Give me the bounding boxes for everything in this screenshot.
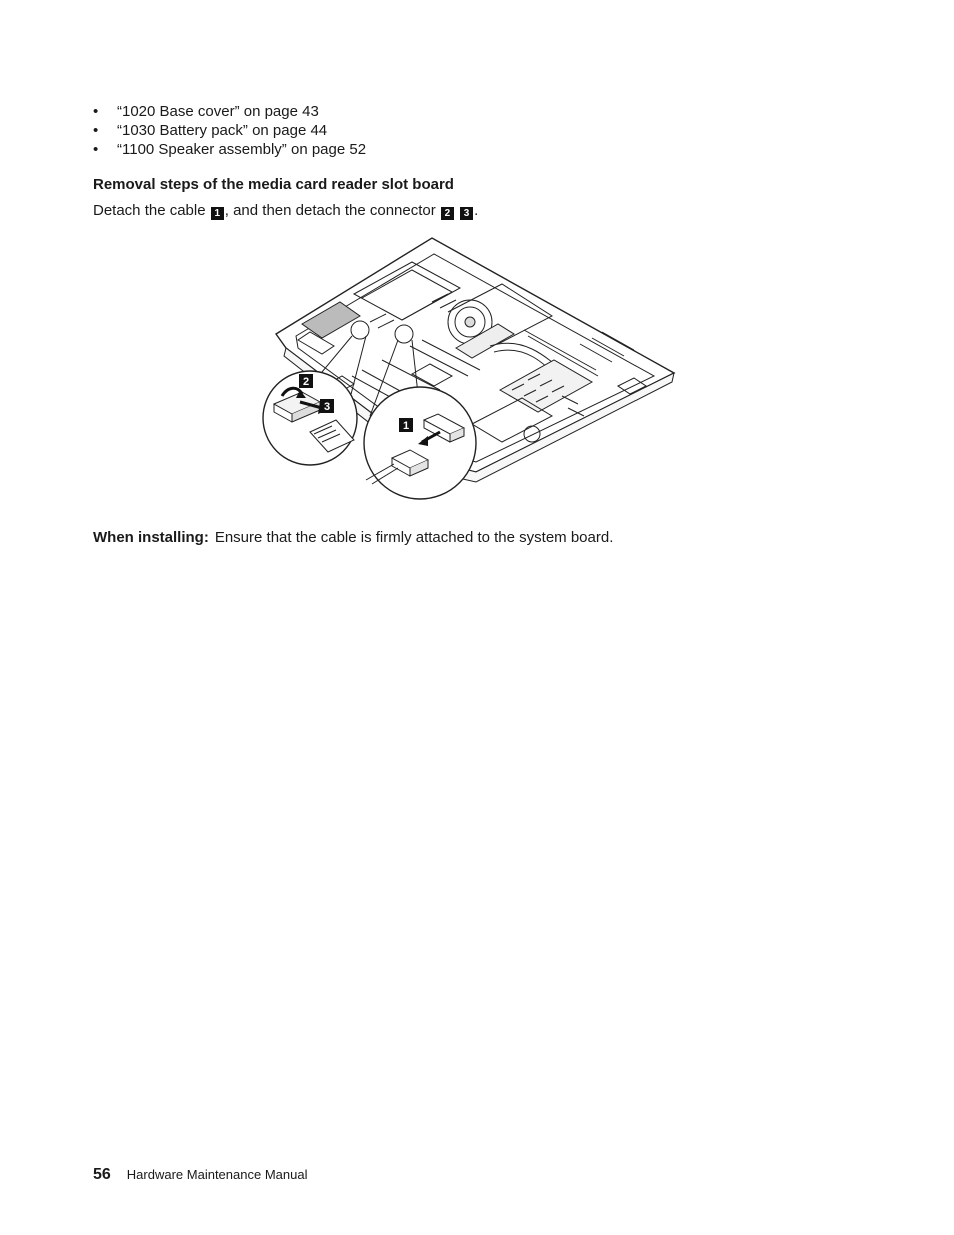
note-label: When installing:: [93, 529, 209, 546]
page-number: 56: [93, 1166, 111, 1183]
installation-note: [93, 529, 613, 546]
instruction-part: .: [474, 202, 479, 219]
prerequisite-list: [93, 102, 366, 159]
figure-callout-2: [299, 374, 313, 388]
list-item: • “1030 Battery pack” on page 44: [93, 121, 366, 140]
note-text: Ensure that the cable is firmly attached to the system board.: [214, 529, 614, 546]
figure-callout-label: 2: [302, 376, 310, 388]
instruction-part: , and then detach the connector: [224, 202, 440, 219]
figure-callout-1: [399, 418, 413, 432]
figure-callout-label: 3: [323, 401, 331, 413]
page-footer: [93, 1166, 307, 1184]
callout-badge-2: 2: [441, 207, 454, 220]
list-item: • “1020 Base cover” on page 43: [93, 102, 366, 121]
instruction-part: Detach the cable: [93, 202, 210, 219]
removal-illustration: [262, 236, 676, 508]
callout-badge-1: 1: [211, 207, 224, 220]
instruction-text: [93, 202, 478, 220]
figure-callout-3: [320, 399, 334, 413]
cable-detail-circle: [364, 387, 476, 499]
list-item: • “1100 Speaker assembly” on page 52: [93, 140, 366, 159]
callout-badge-3: 3: [460, 207, 473, 220]
figure-callout-label: 1: [402, 420, 410, 432]
manual-title: Hardware Maintenance Manual: [126, 1167, 308, 1182]
section-heading: Removal steps of the media card reader slot board: [93, 176, 454, 193]
